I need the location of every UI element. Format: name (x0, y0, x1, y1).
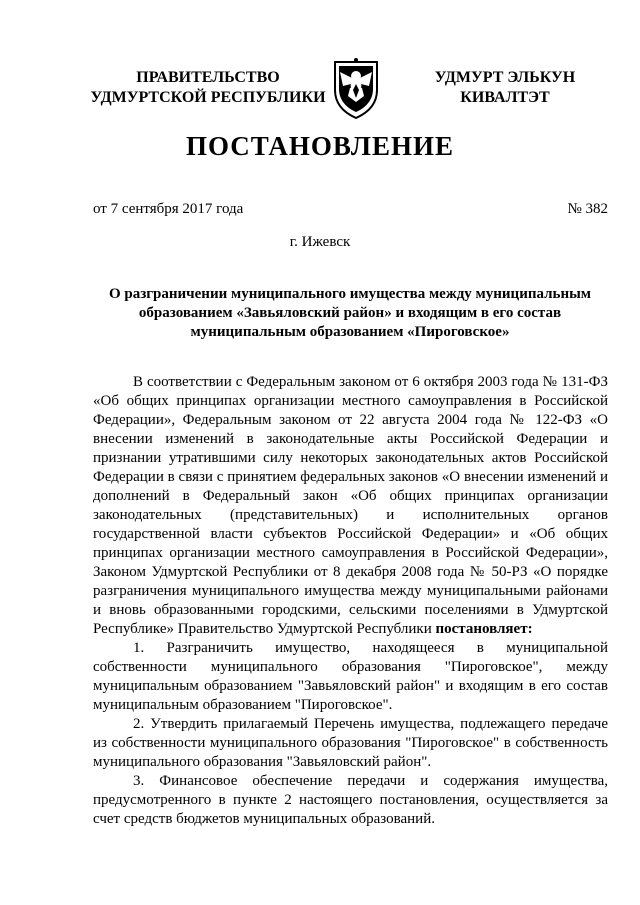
government-name-udmurt-line-2: КИВАЛТЭТ (460, 89, 550, 106)
document-subject: О разграничении муниципального имущества между муниципальным образованием «Завьяловский район» и входящим в его состав муниципальным образованием «Пироговское» (108, 286, 592, 340)
preamble-text: В соответствии с Федеральным законом от 6 октября 2003 года № 131-ФЗ «Об общих принципах организации местного самоуправления в Российской Федерации», Федеральным законом от 22 августа 2004 года № 122-ФЗ «О внесении изменений в законодательные акты Российской Федерации и признании утратившими силу некоторых законодательных актов Российской Федерации в связи с принятием федеральных законов «О внесении изменений и дополнений в Федеральный закон «Об общих принципах организации законодательных (представительных) и исполнительных органов государственной власти субъектов Российской Федерации» и «Об общих принципах организации местного самоуправления в Российской Федерации», Законом Удмуртской Республики от 8 декабря 2008 года № 50-РЗ «О порядке разграничения муниципального имущества между муниципальными районами и вновь образованными городскими, сельскими поселениями в Удмуртской Республике» Правительство Удмуртской Республики (93, 374, 608, 637)
government-name-russian (88, 68, 328, 108)
government-name-udmurt (420, 68, 590, 108)
resolution-item-3: 3. Финансовое обеспечение передачи и содержания имущества, предусмотренного в пункте 2 настоящего постановления, осуществляется за счет средств бюджетов муниципальных образований. (93, 773, 608, 827)
preamble-paragraph (93, 373, 608, 639)
government-name-line-1: ПРАВИТЕЛЬСТВО (136, 69, 280, 86)
document-number: № 382 (567, 201, 608, 217)
resolution-item-2: 2. Утвердить прилагаемый Перечень имущества, подлежащего передаче из собственности муниципального образования "Пироговское" в собственность муниципального образования "Завьяловский район". (93, 716, 608, 770)
government-name-udmurt-line-1: УДМУРТ ЭЛЬКУН (434, 69, 576, 86)
resolves-keyword: постановляет: (435, 621, 533, 637)
coat-of-arms-icon (331, 56, 381, 120)
document-city: г. Ижевск (289, 234, 351, 250)
government-name-line-2: УДМУРТСКОЙ РЕСПУБЛИКИ (90, 89, 326, 106)
document-date: от 7 сентября 2017 года (93, 201, 244, 217)
document-title: ПОСТАНОВЛЕНИЕ (185, 131, 455, 161)
document-body (93, 373, 608, 829)
resolution-item-1: 1. Разграничить имущество, находящееся в муниципальной собственности муниципального образования "Пироговское", между муниципальным образованием "Завьяловский район" и входящим в его состав муниципальным образованием "Пироговское". (93, 640, 608, 713)
